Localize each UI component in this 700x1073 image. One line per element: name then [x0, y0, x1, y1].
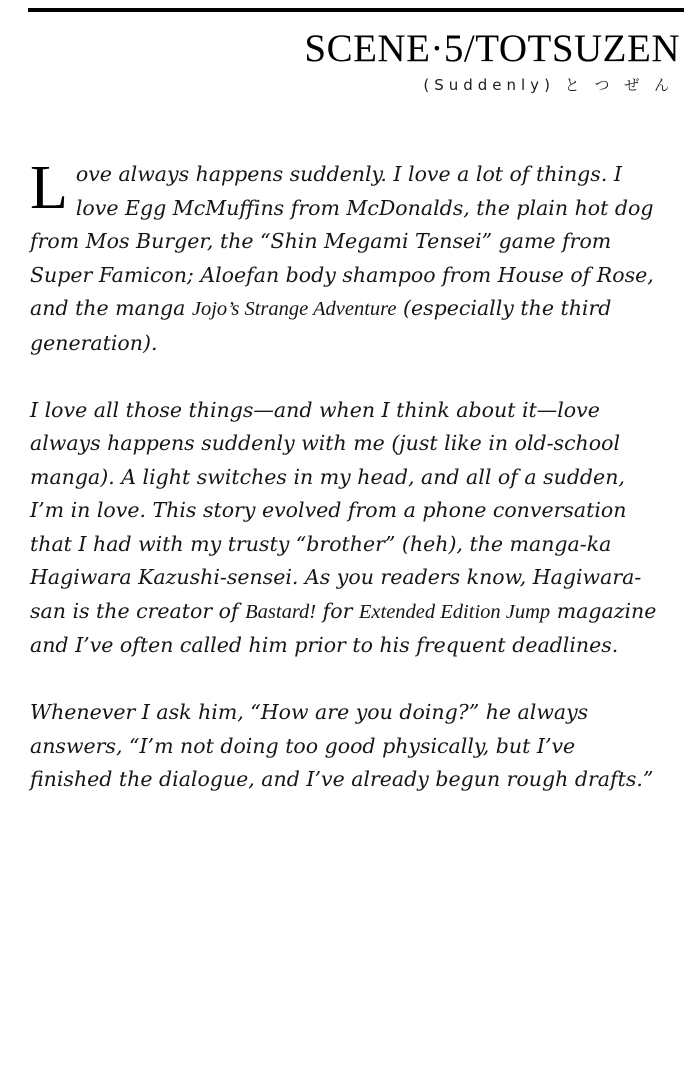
text-run: I love all those things—and when I think about it—love always happens suddenly with me (just like in old-school manga). A light switches in my head, and all of a sudden, I’m in love. This story evolved from a phone conversation that I had with my trusty “brother” (heh), the manga-ka Hagiwara Kazushi-sensei. As you readers know, Hagiwara-san is the creator of — [30, 397, 642, 623]
paragraph — [30, 154, 662, 360]
text-run: for — [316, 598, 359, 623]
text-run: magazine and I’ve often called him prior to his frequent deadlines. — [30, 598, 657, 657]
paragraph — [30, 394, 662, 663]
work-title: Extended Edition Jump — [358, 600, 551, 623]
text-run: ove always happens suddenly. I love a lot of things. I love Egg McMuffins from McDonalds, the plain hot dog from Mos Burger, the “Shin Megami Tensei” game from Super Famicon; Aloefan body shampoo from House of Rose, and the manga — [30, 162, 654, 320]
page-top-border — [28, 8, 684, 12]
text-run: (especially the third generation). — [30, 296, 612, 355]
paragraph — [30, 696, 662, 797]
text-run: Whenever I ask him, “How are you doing?” he always answers, “I’m not doing too good physically, but I’ve finished the dialogue, and I’ve already begun rough drafts.” — [30, 700, 654, 791]
chapter-title: SCENE·5/TOTSUZEN — [304, 27, 680, 70]
work-title: Bastard! — [245, 600, 317, 623]
chapter-header — [0, 28, 680, 95]
work-title: Jojo’s Strange Adventure — [191, 298, 397, 320]
drop-cap-letter: L — [30, 154, 68, 222]
author-note-text — [30, 154, 662, 830]
chapter-subtitle: (Suddenly) と つ ぜ ん — [423, 75, 674, 94]
